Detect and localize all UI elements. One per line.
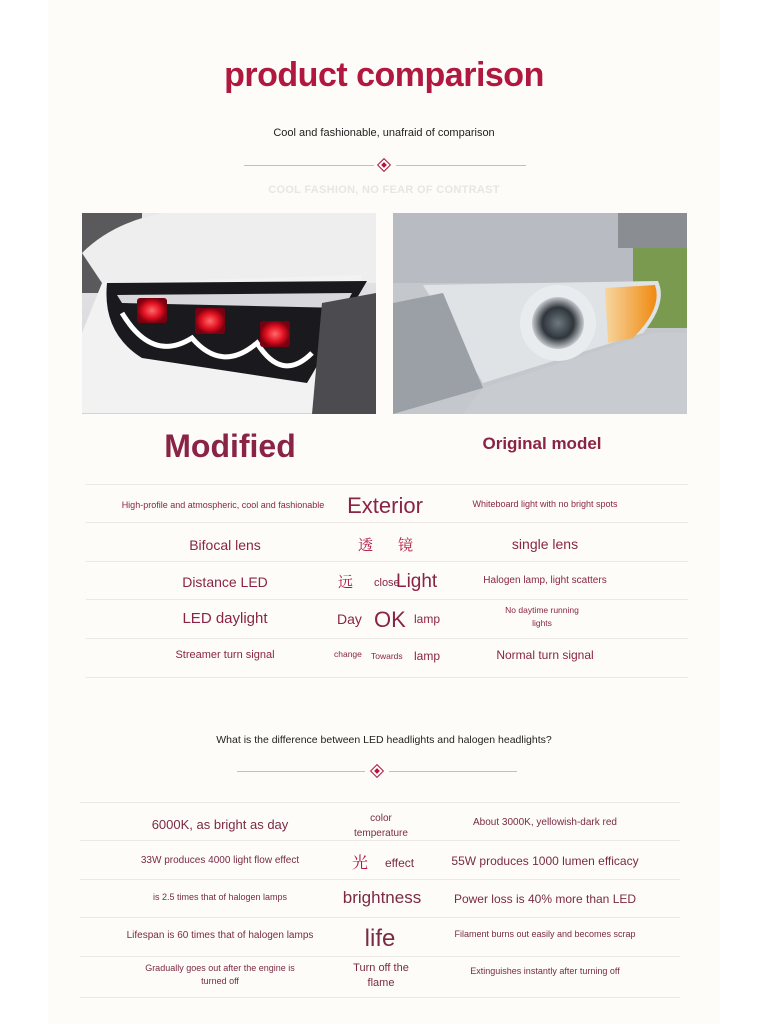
row-daylight-right: No daytime running lights [505, 605, 579, 628]
divider-left [244, 165, 374, 166]
row-brightness-left: is 2.5 times that of halogen lamps [152, 892, 288, 902]
row-flame-center: Turn off the flame [353, 962, 409, 989]
row-temp-right: About 3000K, yellowish-dark red [473, 817, 617, 828]
row-turn-right: Normal turn signal [496, 648, 594, 662]
row-divider [86, 599, 688, 600]
row-divider [86, 638, 688, 639]
row-lens-center-2: 镜 [398, 537, 414, 554]
row-effect-right: 55W produces 1000 lumen efficacy [451, 854, 639, 868]
row-daylight-center-2: OK [374, 607, 406, 632]
row-divider [80, 997, 680, 998]
row-distance-right: Halogen lamp, light scatters [483, 575, 607, 586]
row-exterior-left: High-profile and atmospheric, cool and fashionable [121, 500, 325, 510]
section2-question: What is the difference between LED headlights and halogen headlights? [216, 734, 552, 746]
row-divider [80, 879, 680, 880]
row-effect-center-1: 光 [352, 855, 369, 872]
row-daylight-center-3: lamp [414, 612, 441, 626]
row-life-center: life [364, 925, 396, 952]
divider-left-2 [237, 771, 365, 772]
row-flame-right: Extinguishes instantly after turning off [470, 966, 620, 976]
row-flame-left: Gradually goes out after the engine is turned off [145, 963, 295, 986]
row-daylight-center-1: Day [337, 611, 362, 627]
row-turn-left: Streamer turn signal [175, 649, 275, 661]
row-daylight-left: LED daylight [182, 610, 268, 627]
row-lens-left: Bifocal lens [189, 537, 261, 553]
row-divider [86, 522, 688, 523]
row-divider [80, 840, 680, 841]
modified-headlight-image [82, 213, 376, 414]
row-divider [86, 484, 688, 485]
row-divider [86, 561, 688, 562]
row-turn-center-1: change [334, 649, 362, 659]
row-distance-left: Distance LED [182, 574, 268, 590]
row-temp-center: color temperature [354, 813, 408, 839]
divider-right-2 [389, 771, 517, 772]
modified-header: Modified [164, 428, 296, 464]
row-distance-center-3: Light [396, 571, 438, 592]
row-exterior-center: Exterior [347, 493, 423, 518]
original-header: Original model [482, 434, 602, 453]
row-lens-right: single lens [511, 536, 579, 552]
row-divider [80, 917, 680, 918]
row-brightness-right: Power loss is 40% more than LED [453, 892, 637, 906]
ghost-caption: COOL FASHION, NO FEAR OF CONTRAST [268, 184, 500, 196]
row-life-right: Filament burns out easily and becomes scrap [454, 929, 636, 939]
row-divider [80, 956, 680, 957]
row-turn-center-2: Towards [371, 651, 403, 661]
row-life-left: Lifespan is 60 times that of halogen lamps [126, 930, 314, 941]
row-divider [80, 802, 680, 803]
original-headlight-image [393, 213, 687, 414]
row-lens-center-1: 透 [358, 537, 374, 554]
row-distance-center-2: close [374, 577, 400, 589]
row-divider [86, 677, 688, 678]
row-distance-center-1: 远 [338, 574, 354, 591]
row-temp-left: 6000K, as bright as day [151, 817, 289, 832]
row-brightness-center: brightness [342, 888, 422, 907]
row-effect-left: 33W produces 4000 light flow effect [140, 855, 300, 866]
page-title: product comparison [224, 56, 544, 94]
row-exterior-right: Whiteboard light with no bright spots [472, 499, 618, 509]
row-effect-center-2: effect [385, 856, 415, 870]
subtitle: Cool and fashionable, unafraid of comparison [273, 127, 495, 139]
row-turn-center-3: lamp [414, 649, 441, 663]
divider-right [396, 165, 526, 166]
